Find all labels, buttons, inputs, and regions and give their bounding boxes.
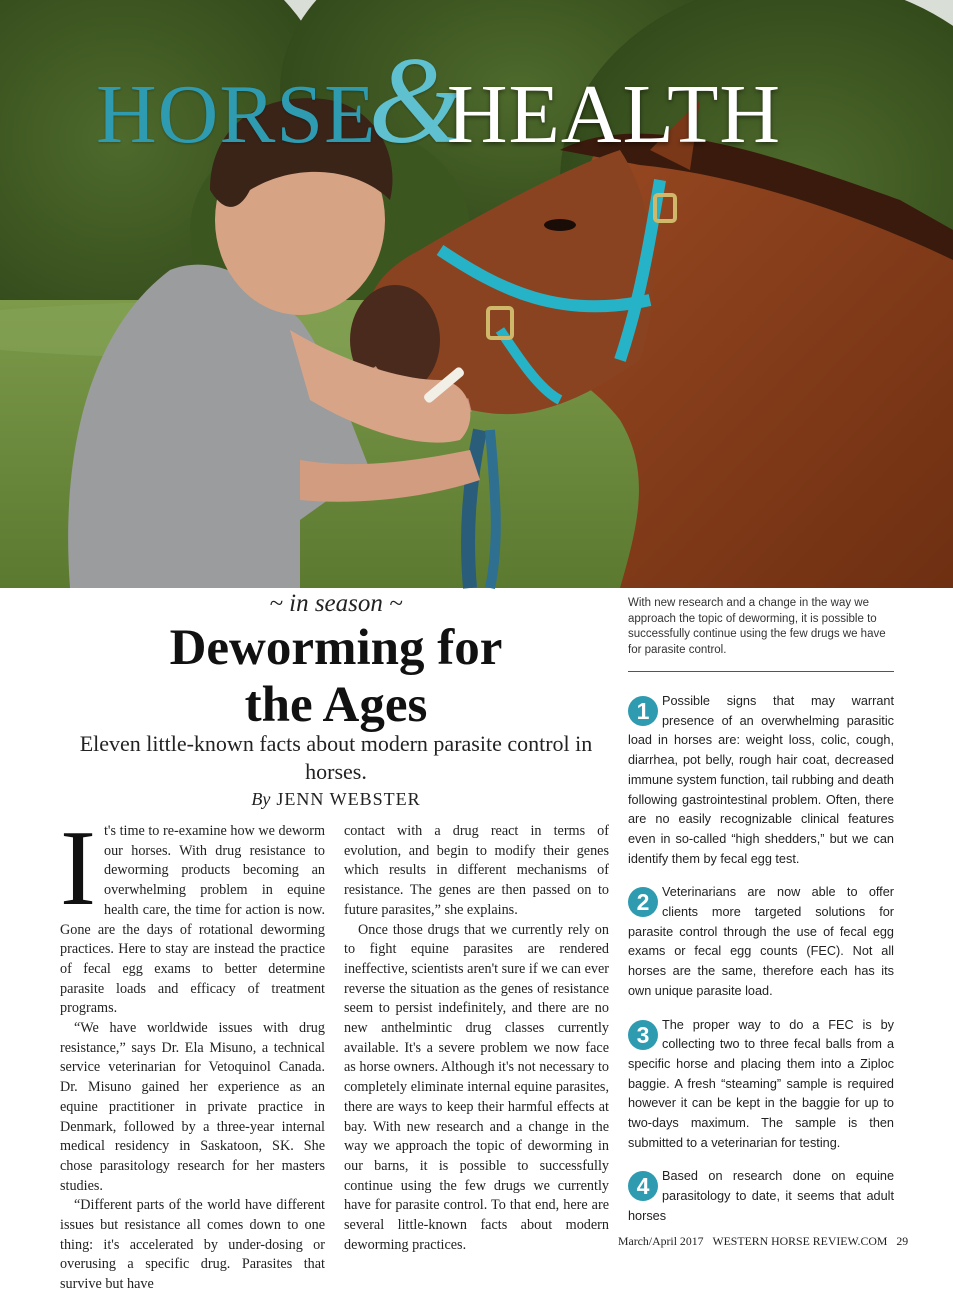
- body-paragraph: Once those drugs that we currently rely on to fight equine parasites are rendered ineffective, scientists aren't sure if we can ever reverse the situation as the genes of resistance seem to persist indefinitely, and there are no new anthelmintic drug classes currently available. It's a severe problem we now face as horse owners. Although it's not necessary to completely eliminate internal equine parasites, there are ways to keep their harmful effects at bay. With new research and a change in the way we approach the topic of deworming in our barns, it is possible to successfully continue using the few drugs we currently have for parasite control. To that end, here are several little-known facts about modern deworming practices.: [344, 921, 609, 1253]
- footer-date: March/April 2017: [618, 1234, 704, 1248]
- body-paragraph: contact with a drug react in terms of evolution, and begin to modify their genes which results in different mechanisms of resistance. The genes are then passed on to future parasites,” she explains.: [344, 823, 609, 918]
- hero-photo: [0, 0, 953, 588]
- body-column-2: [344, 822, 609, 1255]
- sidebar-facts: [628, 596, 894, 1227]
- footer-publication: WESTERN HORSE REVIEW.COM: [712, 1234, 888, 1248]
- byline-author: JENN WEBSTER: [276, 789, 421, 809]
- masthead-health: HEALTH: [446, 68, 782, 161]
- article-kicker: ~ in season ~: [269, 590, 403, 617]
- fact-text: Based on research done on equine parasitology to date, it seems that adult horses: [628, 1169, 894, 1223]
- fact-item: [628, 883, 894, 1001]
- fact-number-2-icon: 2: [628, 887, 658, 917]
- byline-prefix: By: [251, 789, 271, 809]
- body-column-1: [60, 809, 325, 1295]
- fact-item: [628, 692, 894, 869]
- fact-number-1-icon: 1: [628, 696, 658, 726]
- fact-text: Veterinarians are now able to offer clients more targeted solutions for parasite control through the use of fecal egg exams or fecal egg counts (FEC). Not all horses are the same, therefore each has its own unique parasite load.: [628, 885, 894, 998]
- fact-number-4-icon: 4: [628, 1171, 658, 1201]
- sidebar-divider: [628, 671, 894, 672]
- body-paragraph: “Different parts of the world have different issues but resistance all comes down to one thing: it's accelerated by under-dosing or overusing a specific drug. Parasites that survive but have: [60, 1197, 325, 1293]
- masthead-horse: HORSE: [96, 68, 377, 161]
- fact-item: [628, 1167, 894, 1226]
- article-deck: Eleven little-known facts about modern parasite control in horses.: [79, 731, 593, 784]
- body-paragraph: [60, 809, 325, 1019]
- fact-item: [628, 1016, 894, 1154]
- masthead-ampersand: &: [368, 32, 465, 169]
- masthead: [96, 30, 782, 169]
- headline-line-2: the Ages: [244, 677, 428, 733]
- page-footer: [618, 1234, 909, 1249]
- page-number: 29: [896, 1234, 909, 1248]
- byline: [0, 789, 672, 810]
- drop-cap: I: [60, 809, 96, 928]
- fact-text: Possible signs that may warrant presence of an overwhelming parasitic load in horses are: weight loss, colic, cough, diarrhea, pot belly, rough hair coat, decreased immune system function, tail rubbing and death following gastrointestinal problem. Often, there are no easily recognizable clinical features even in so-called “high shedders,” but we can identify them by fecal egg test.: [628, 694, 894, 866]
- sidebar-intro: With new research and a change in the way we approach the topic of deworming, it is possible to successfully continue using the few drugs we have for parasite control.: [628, 597, 886, 656]
- body-text: t's time to re-examine how we deworm our horses. With drug resistance to deworming products becoming an overwhelming problem in equine health care, the time for action is now. Gone are the days of rotational deworming practices. Here to stay are instead the practice of fecal egg exams to better determine parasite loads and efficacy of treatment programs.: [60, 823, 325, 1017]
- body-paragraph: “We have worldwide issues with drug resistance,” says Dr. Ela Misuno, a technical service veterinarian for Vetoquinol Canada. Dr. Misuno gained her experience as an equine practitioner in private practice in Denmark, followed by a three-year internal medical residency in Saskatoon, SK. She chose parasitology research for her masters studies.: [60, 1020, 325, 1194]
- article-headline: [0, 620, 672, 734]
- fact-text: The proper way to do a FEC is by collecting two to three fecal balls from a specific horse and placing them into a Ziploc baggie. A fresh “steaming” sample is required however it can be kept in the baggie for up to two-days maximum. The sample is then submitted to a veterinarian for testing.: [628, 1017, 894, 1150]
- fact-number-3-icon: 3: [628, 1020, 658, 1050]
- headline-line-1: Deworming for: [169, 620, 503, 676]
